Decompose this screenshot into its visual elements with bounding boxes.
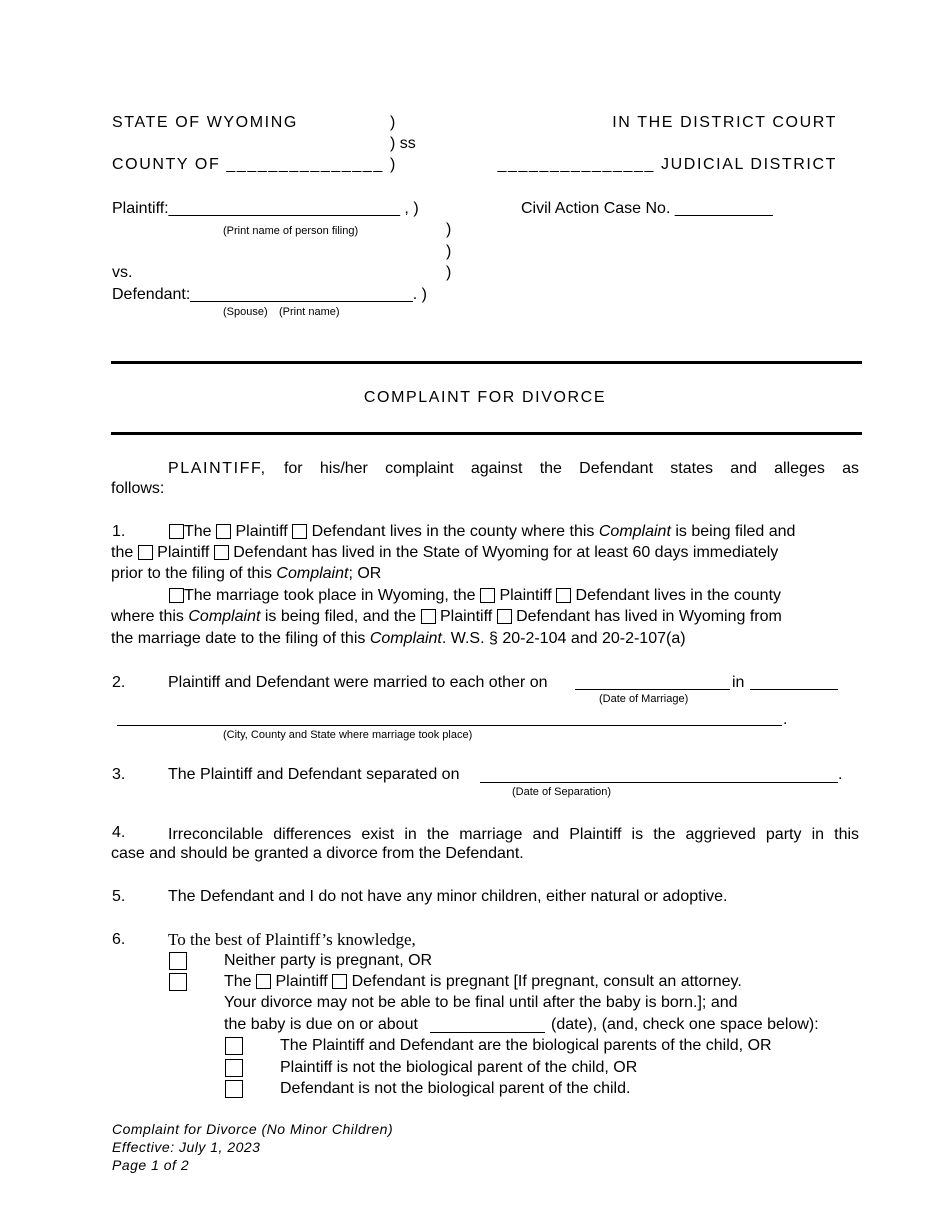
marriage-place-field-a[interactable] [750, 689, 838, 690]
separation-date-field[interactable] [480, 782, 838, 783]
residence-option-checkbox[interactable] [169, 524, 184, 539]
para-4-number: 4. [112, 824, 126, 841]
caption-paren: ) [446, 243, 452, 260]
footer-effective-date: Effective: July 1, 2023 [112, 1139, 261, 1155]
case-number-field[interactable]: Civil Action Case No. ___________ [521, 200, 773, 217]
para-5-number: 5. [112, 888, 126, 905]
pregnant-checkbox[interactable] [169, 973, 187, 991]
separation-date-note: (Date of Separation) [512, 786, 612, 798]
para-1-line-4: The marriage took place in Wyoming, the Plaintiff Defendant lives in the county [169, 587, 781, 605]
para-1-number: 1. [112, 523, 126, 540]
pregnant-option [169, 973, 187, 993]
defendant-name-field[interactable]: Defendant:_________________________. ) [112, 286, 427, 303]
marriage-date-field[interactable] [575, 689, 730, 690]
para-1-line-6: the marriage date to the filing of this Complaint. W.S. § 20-2-104 and 20-2-107(a) [111, 630, 686, 647]
defendant-county-checkbox[interactable] [556, 588, 571, 603]
not-pregnant-option [169, 952, 187, 972]
intro-line: PLAINTIFF, for his/her complaint against the Defendant states and alleges as [168, 460, 860, 477]
para-1-line-1: The Plaintiff Defendant lives in the county where this Complaint is being filed and [169, 523, 795, 541]
defendant-not-parent-checkbox[interactable] [225, 1080, 243, 1098]
para-2-in: in [732, 674, 745, 691]
pregnant-line-3b: (date), (and, check one space below): [551, 1016, 819, 1033]
defendant-pregnant-checkbox[interactable] [332, 974, 347, 989]
defendant-lives-checkbox[interactable] [292, 524, 307, 539]
pregnant-line-3a: the baby is due on or about [224, 1016, 418, 1033]
defendant-lived-wyoming-checkbox[interactable] [497, 609, 512, 624]
county-field[interactable]: COUNTY OF _______________ [112, 156, 384, 173]
not-pregnant-label: Neither party is pregnant, OR [224, 952, 433, 969]
footer-form-title: Complaint for Divorce (No Minor Children) [112, 1121, 394, 1137]
plaintiff-pregnant-checkbox[interactable] [256, 974, 271, 989]
print-name-note: (Print name) [279, 306, 340, 318]
both-biological-label: The Plaintiff and Defendant are the biological parents of the child, OR [280, 1037, 772, 1054]
judicial-district-field[interactable]: _______________ JUDICIAL DISTRICT [497, 156, 837, 173]
para-2-text: Plaintiff and Defendant were married to each other on [168, 674, 548, 691]
plaintiff-not-parent-checkbox[interactable] [225, 1059, 243, 1077]
plaintiff-lived-wyoming-checkbox[interactable] [421, 609, 436, 624]
pregnant-line-1: The Plaintiff Defendant is pregnant [If pregnant, consult an attorney. [224, 973, 742, 990]
plaintiff-not-parent-option [225, 1059, 243, 1079]
caption-paren: ) [390, 114, 396, 131]
marriage-place-field-b[interactable] [117, 725, 782, 726]
para-3-text: The Plaintiff and Defendant separated on [168, 766, 460, 783]
intro-line-2: follows: [111, 480, 165, 497]
caption-paren: ) [390, 156, 396, 173]
para-3-period: . [838, 766, 843, 783]
vs-label: vs. [112, 264, 133, 281]
defendant-not-parent-option [225, 1080, 243, 1100]
not-pregnant-checkbox[interactable] [169, 952, 187, 970]
para-6-number: 6. [112, 931, 126, 948]
plaintiff-resided-checkbox[interactable] [138, 545, 153, 560]
title-top-rule [111, 361, 862, 364]
defendant-resided-checkbox[interactable] [214, 545, 229, 560]
married-in-wyoming-checkbox[interactable] [169, 588, 184, 603]
para-4-line-1: Irreconcilable differences exist in the marriage and Plaintiff is the aggrieved party in this [168, 826, 860, 843]
para-2-period: . [783, 711, 788, 728]
plaintiff-name-note: (Print name of person filing) [223, 225, 359, 237]
plaintiff-not-parent-label: Plaintiff is not the biological parent of the child, OR [280, 1059, 638, 1076]
footer-page-number: Page 1 of 2 [112, 1157, 190, 1173]
defendant-not-parent-label: Defendant is not the biological parent of the child. [280, 1080, 631, 1097]
spouse-note: (Spouse) [223, 306, 268, 318]
plaintiff-name-field[interactable]: Plaintiff:__________________________ , ) [112, 200, 419, 217]
para-5-text: The Defendant and I do not have any minor children, either natural or adoptive. [168, 888, 728, 905]
plaintiff-county-checkbox[interactable] [480, 588, 495, 603]
document-title: COMPLAINT FOR DIVORCE [363, 389, 607, 406]
due-date-field[interactable] [430, 1032, 545, 1033]
caption-paren: ) [446, 264, 452, 281]
both-biological-checkbox[interactable] [225, 1037, 243, 1055]
para-4-line-2: case and should be granted a divorce from the Defendant. [111, 845, 524, 862]
state-label: STATE OF WYOMING [112, 114, 298, 131]
para-1-line-3: prior to the filing of this Complaint; OR [111, 565, 382, 582]
para-6-intro: To the best of Plaintiff’s knowledge, [168, 930, 416, 949]
footer [112, 1120, 393, 1174]
marriage-place-note: (City, County and State where marriage took place) [223, 729, 473, 741]
para-2-number: 2. [112, 674, 126, 691]
marriage-date-note: (Date of Marriage) [599, 693, 689, 705]
ss-label: ) ss [390, 135, 416, 152]
para-1-line-5: where this Complaint is being filed, and the Plaintiff Defendant has lived in Wyoming from [111, 608, 782, 625]
para-3-number: 3. [112, 766, 126, 783]
title-bottom-rule [111, 432, 862, 435]
court-label: IN THE DISTRICT COURT [612, 114, 837, 131]
bio-parents-option [225, 1037, 243, 1057]
caption-paren: ) [446, 221, 452, 238]
plaintiff-lives-checkbox[interactable] [216, 524, 231, 539]
para-1-line-2: the Plaintiff Defendant has lived in the State of Wyoming for at least 60 days immediately [111, 544, 779, 561]
pregnant-line-2: Your divorce may not be able to be final until after the baby is born.]; and [224, 994, 738, 1011]
